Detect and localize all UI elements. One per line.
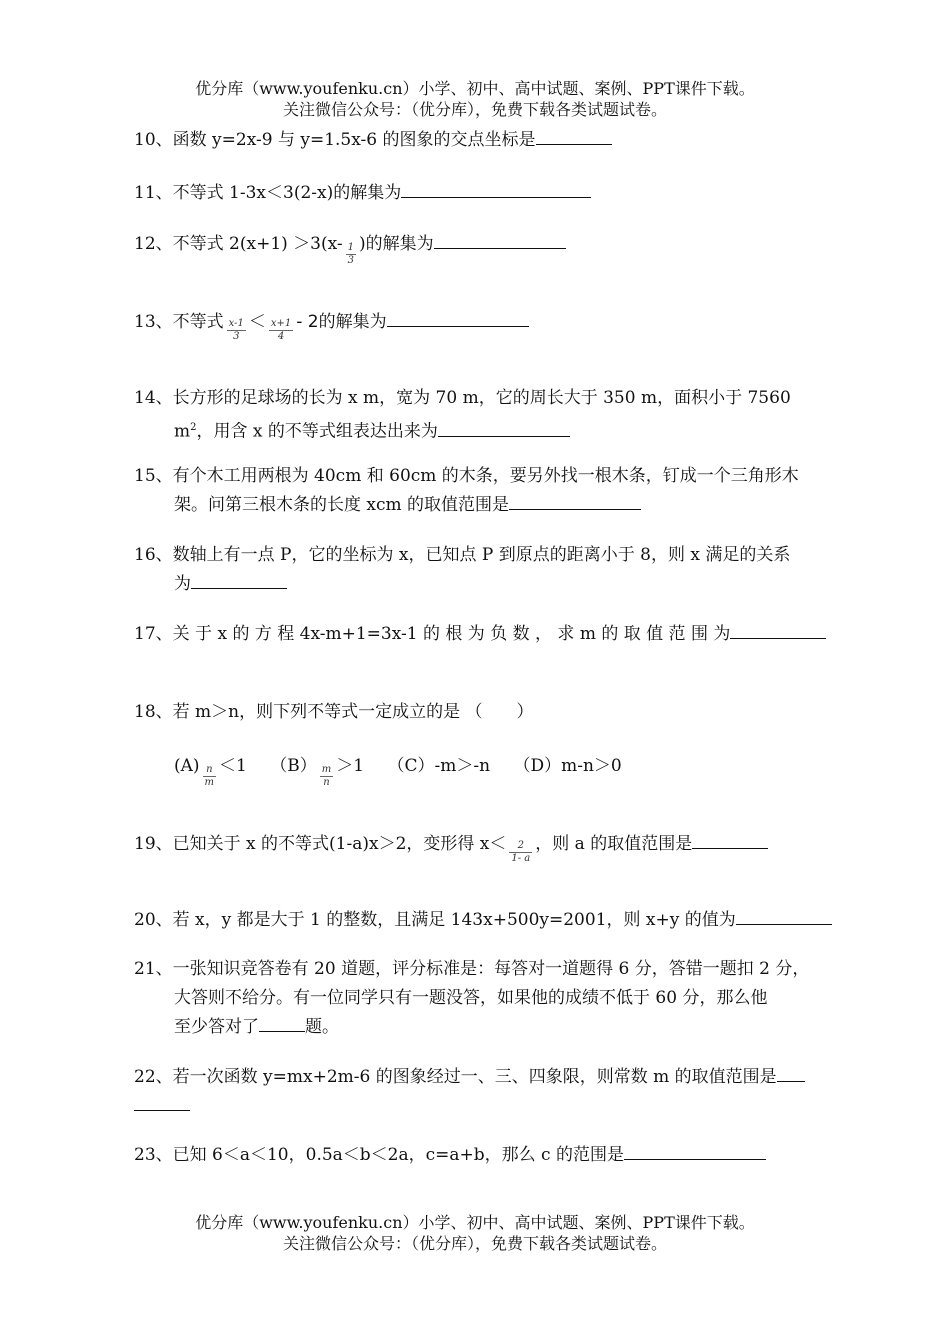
answer-blank xyxy=(624,1141,766,1160)
question-text: 不等式 1-3x＜3(2-x)的解集为 xyxy=(172,183,402,203)
footer-line-1: 优分库（www.youfenku.cn）小学、初中、高中试题、案例、PPT课件下载。 xyxy=(195,1213,755,1232)
question-number: 22、 xyxy=(134,1067,173,1087)
page-header xyxy=(0,78,950,120)
answer-blank xyxy=(401,179,591,198)
choice-b: （B） $\frac{m}{n}$ ＞1 xyxy=(270,756,365,788)
question-text: 若 x，y 都是大于 1 的整数，且满足 143x+500y=2001，则 x+y 的值为 xyxy=(172,910,736,930)
question-11 xyxy=(134,179,850,208)
question-text: 若 m＞n，则下列不等式一定成立的是 （ ） xyxy=(172,702,534,722)
question-number: 12、 xyxy=(134,234,173,254)
fraction: $\frac{m}{n}$ xyxy=(321,764,332,788)
question-number: 19、 xyxy=(134,834,173,854)
question-14 xyxy=(134,384,850,447)
question-number: 21、 xyxy=(134,959,173,979)
question-17 xyxy=(134,620,850,649)
question-18-choices xyxy=(174,752,640,789)
question-12 xyxy=(134,230,850,267)
question-text: 关 于 x 的 方 程 4x-m+1=3x-1 的 根 为 负 数 ， 求 m 的 取 值 范 围 为 xyxy=(172,624,731,644)
question-text: )的解集为 xyxy=(359,234,434,254)
question-15 xyxy=(134,462,850,520)
question-number: 10、 xyxy=(134,130,173,150)
answer-blank xyxy=(692,830,768,849)
footer-line-2: 关注微信公众号：（优分库），免费下载各类试题试卷。 xyxy=(282,1234,667,1253)
question-text: 一张知识竞答卷有 20 道题，评分标准是：每答对一道题得 6 分，答错一题扣 2 分， xyxy=(172,959,810,979)
question-21 xyxy=(134,955,850,1042)
fraction: $\frac{x+1}{4}$ xyxy=(270,318,292,342)
question-number: 13、 xyxy=(134,312,173,332)
question-16 xyxy=(134,541,850,599)
question-text: 函数 y=2x-9 与 y=1.5x-6 的图象的交点坐标是 xyxy=(172,130,536,150)
answer-blank xyxy=(191,570,287,589)
question-number: 20、 xyxy=(134,910,173,930)
choice-d: （D）m-n＞0 xyxy=(513,756,622,776)
fraction: $\frac{1}{3}$ xyxy=(347,242,355,266)
question-text: 若一次函数 y=mx+2m-6 的图象经过一、三、四象限，则常数 m 的取值范围是 xyxy=(172,1067,777,1087)
question-13 xyxy=(134,308,850,343)
choice-a: (A) $\frac{n}{m}$ ＜1 xyxy=(174,756,247,788)
header-line-2: 关注微信公众号：（优分库），免费下载各类试题试卷。 xyxy=(282,100,667,119)
question-text: 已知关于 x 的不等式(1-a)x＞2，变形得 x＜ xyxy=(172,834,507,854)
question-number: 14、 xyxy=(134,388,173,408)
question-number: 17、 xyxy=(134,624,173,644)
question-19 xyxy=(134,830,850,865)
question-number: 23、 xyxy=(134,1145,173,1165)
answer-blank xyxy=(730,620,826,639)
question-text: - 2 xyxy=(296,312,319,332)
answer-blank-continued xyxy=(134,1092,190,1111)
superscript: 2 xyxy=(190,422,197,433)
answer-blank xyxy=(438,418,570,437)
question-text: 为 xyxy=(174,574,191,594)
fraction: $\frac{x-1}{3}$ xyxy=(228,318,244,342)
question-text: 架。问第三根木条的长度 xcm 的取值范围是 xyxy=(174,495,510,515)
question-text: 大答则不给分。有一位同学只有一题没答，如果他的成绩不低于 60 分，那么他 xyxy=(174,988,768,1008)
question-number: 18、 xyxy=(134,702,173,722)
question-20 xyxy=(134,906,850,935)
answer-blank xyxy=(777,1063,805,1082)
question-text: 的解集为 xyxy=(318,312,387,332)
question-text: ，用含 x 的不等式组表达出来为 xyxy=(196,421,438,442)
answer-blank xyxy=(387,308,529,327)
question-text: 不等式 2(x+1) ＞3(x- xyxy=(172,234,343,254)
answer-blank xyxy=(259,1013,305,1032)
choice-c: （C）-m＞-n xyxy=(387,756,491,776)
answer-blank xyxy=(509,491,641,510)
answer-blank xyxy=(536,126,612,145)
question-text: ，则 a 的取值范围是 xyxy=(535,834,693,854)
question-text: 已知 6＜a＜10，0.5a＜b＜2a，c=a+b，那么 c 的范围是 xyxy=(172,1145,624,1165)
question-number: 11、 xyxy=(134,183,173,203)
question-text: 数轴上有一点 P，它的坐标为 x，已知点 P 到原点的距离小于 8，则 x 满足的关系 xyxy=(172,545,791,565)
question-18 xyxy=(134,698,850,727)
question-text: ＜ xyxy=(248,312,266,332)
answer-blank xyxy=(736,906,832,925)
question-number: 15、 xyxy=(134,466,173,486)
question-23 xyxy=(134,1141,850,1170)
answer-blank xyxy=(434,230,566,249)
question-text: 有个木工用两根为 40cm 和 60cm 的木条，要另外找一根木条，钉成一个三角形木 xyxy=(172,466,799,486)
question-text: 长方形的足球场的长为 x m，宽为 70 m，它的周长大于 350 m，面积小于 7560 xyxy=(172,388,791,408)
header-line-1: 优分库（www.youfenku.cn）小学、初中、高中试题、案例、PPT课件下载。 xyxy=(195,79,755,98)
question-22 xyxy=(134,1063,854,1121)
fraction: $\frac{n}{m}$ xyxy=(204,764,215,788)
question-10 xyxy=(134,126,850,155)
page-footer xyxy=(0,1212,950,1254)
question-text: 至少答对了 xyxy=(174,1017,259,1037)
question-text: 题。 xyxy=(305,1017,339,1037)
fraction: $\frac{2}{1- a}$ xyxy=(511,840,531,864)
question-text: 不等式 xyxy=(172,312,224,332)
question-text: m xyxy=(174,421,191,442)
question-number: 16、 xyxy=(134,545,173,565)
